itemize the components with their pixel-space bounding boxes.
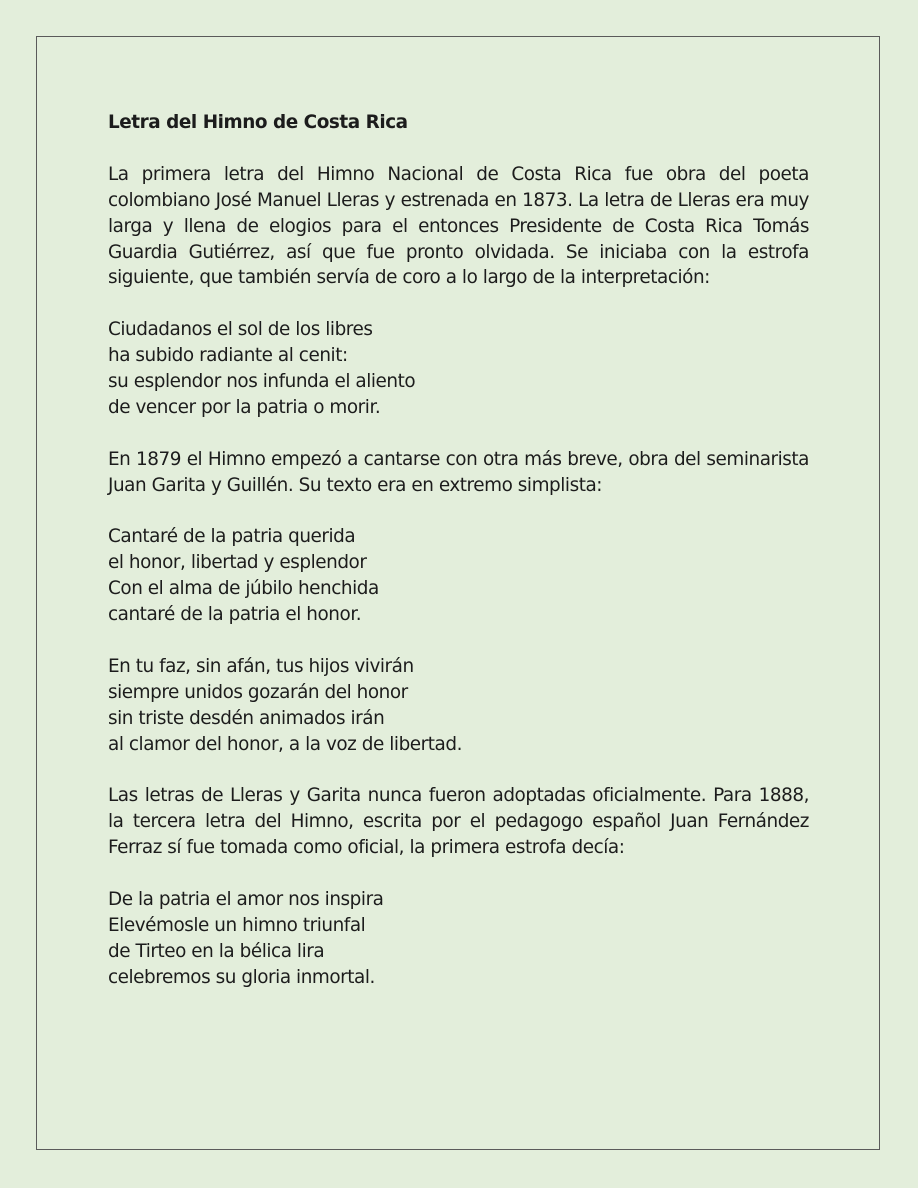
paragraph-official: Las letras de Lleras y Garita nunca fueron adoptadas oficialmente. Para 1888, la tercera letra del Himno, escrita por el pedagogo español Juan Fernández Ferraz sí fue tomada como oficial, la primera estrofa decía: <box>108 785 809 859</box>
verse-line: Elevémosle un himno triunfal <box>108 914 366 936</box>
verse-line: Ciudadanos el sol de los libres <box>108 319 373 341</box>
verse-line: de vencer por la patria o morir. <box>108 396 381 418</box>
verse-garita-1 <box>108 524 809 628</box>
verse-line: sin triste desdén animados irán <box>108 707 385 729</box>
verse-garita-2 <box>108 654 809 758</box>
verse-line: cantaré de la patria el honor. <box>108 604 362 626</box>
verse-line: el honor, libertad y esplendor <box>108 552 367 574</box>
document-body <box>108 110 809 1017</box>
verse-line: Cantaré de la patria querida <box>108 526 356 548</box>
verse-line: ha subido radiante al cenit: <box>108 345 348 367</box>
document-title: Letra del Himno de Costa Rica <box>108 112 408 133</box>
verse-line: celebremos su gloria inmortal. <box>108 966 375 988</box>
verse-line: En tu faz, sin afán, tus hijos vivirán <box>108 655 414 677</box>
verse-line: siempre unidos gozarán del honor <box>108 681 408 703</box>
verse-line: Con el alma de júbilo henchida <box>108 578 379 600</box>
verse-line: De la patria el amor nos inspira <box>108 889 384 911</box>
verse-line: su esplendor nos infunda el aliento <box>108 371 416 393</box>
paragraph-intro: La primera letra del Himno Nacional de Costa Rica fue obra del poeta colombiano José Manuel Lleras y estrenada en 1873. La letra de Lleras era muy larga y llena de elogios para el entonces Presidente de Costa Rica Tomás Guardia Gutiérrez, así que fue pronto olvidada. Se iniciaba con la estrofa siguiente, que también servía de coro a lo largo de la interpretación: <box>108 163 809 289</box>
verse-fernandez <box>108 887 809 991</box>
verse-lleras <box>108 317 809 421</box>
verse-line: al clamor del honor, a la voz de libertad. <box>108 733 462 755</box>
verse-line: de Tirteo en la bélica lira <box>108 940 325 962</box>
paragraph-garita: En 1879 el Himno empezó a cantarse con otra más breve, obra del seminarista Juan Garita y Guillén. Su texto era en extremo simplista: <box>108 448 809 496</box>
